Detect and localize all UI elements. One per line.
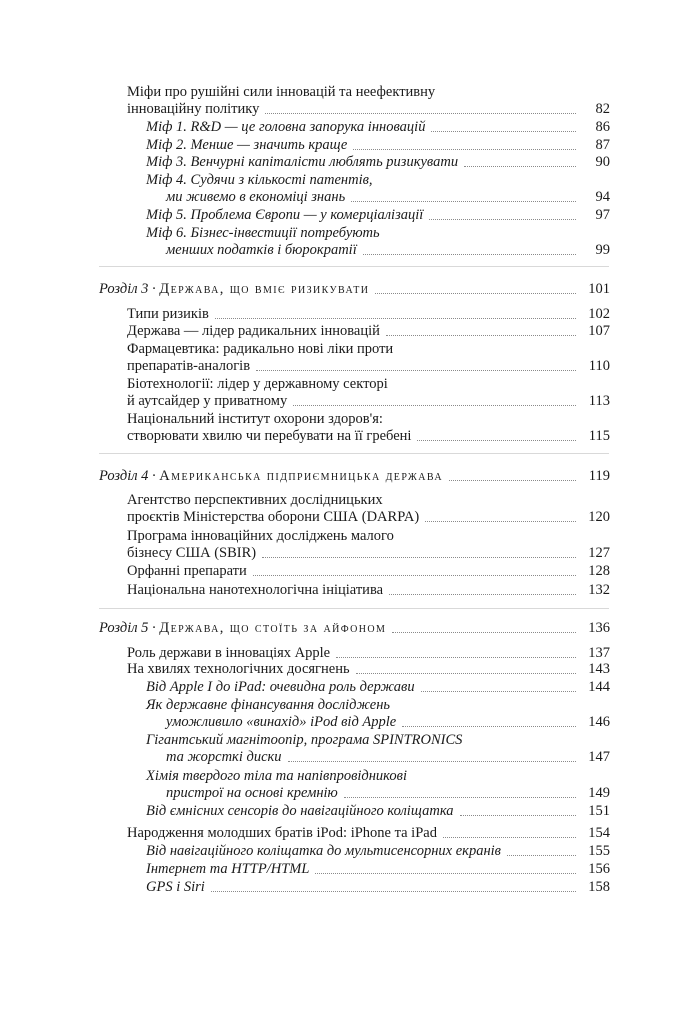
dot-leader (265, 113, 576, 114)
page-number: 110 (588, 358, 610, 374)
page-number: 87 (595, 137, 610, 153)
toc-subsection-entry[interactable] (146, 679, 610, 696)
page-number: 120 (588, 509, 610, 525)
entry-last-line (127, 393, 610, 410)
toc-subsection-entry[interactable] (146, 803, 610, 820)
entry-title-line: Міф 4. Судячи з кількості патентів, (146, 172, 373, 188)
dot-leader (344, 797, 576, 798)
entry-title: Міф 3. Венчурні капіталісти люблять ризикувати (146, 154, 459, 170)
entry-title: Від ємнісних сенсорів до навігаційного коліщатка (146, 803, 454, 819)
page-number: 137 (588, 645, 610, 661)
entry-title: Міф 2. Менше — значить краще (146, 137, 348, 153)
entry-title: Від навігаційного коліщатка до мультисенсорних екранів (146, 843, 501, 859)
entry-title: Типи ризиків (127, 306, 209, 322)
page-number: 158 (588, 879, 610, 895)
entry-title: Народження молодших братів iPod: iPhone та iPad (127, 825, 437, 841)
chapter-title (99, 468, 443, 485)
page-number: 128 (588, 563, 610, 579)
entry-title: Міф 1. R&D — це головна запорука інновацій (146, 119, 426, 135)
chapter-name: Держава, що вміє ризикувати (159, 281, 370, 297)
page-number: 144 (588, 679, 610, 695)
dot-leader (389, 594, 576, 595)
page-number: 155 (588, 843, 610, 859)
entry-title-continuation: проєктів Міністерства оборони США (DARPA) (127, 509, 420, 525)
dot-leader (256, 370, 576, 371)
toc-chapter-entry[interactable] (99, 620, 610, 637)
toc-subsection-entry[interactable] (146, 172, 610, 206)
entry-title-line: Біотехнології: лідер у державному секторі (127, 376, 388, 392)
dot-leader (421, 691, 576, 692)
entry-title-line: Міф 6. Бізнес-інвестиції потребують (146, 225, 380, 241)
entry-title: На хвилях технологічних досягнень (127, 661, 350, 677)
entry-title: Держава — лідер радикальних інновацій (127, 323, 380, 339)
page-number: 119 (588, 468, 610, 484)
page-number: 132 (588, 582, 610, 598)
page-number: 107 (588, 323, 610, 339)
dot-leader (262, 557, 576, 558)
dot-leader (507, 855, 576, 856)
toc-subsection-entry[interactable] (146, 225, 610, 259)
entry-title: Міф 5. Проблема Європи — у комерціалізації (146, 207, 424, 223)
entry-title-continuation: бізнесу США (SBIR) (127, 545, 257, 561)
dot-leader (253, 575, 576, 576)
entry-title-continuation: ми живемо в економіці знань (166, 189, 346, 205)
entry-last-line (146, 785, 610, 802)
chapter-title (99, 620, 386, 637)
toc-section-entry[interactable] (127, 528, 610, 562)
page-number: 86 (595, 119, 610, 135)
toc-subsection-entry[interactable] (146, 119, 610, 136)
entry-title-line: Агентство перспективних дослідницьких (127, 492, 383, 508)
entry-last-line (127, 545, 610, 562)
page-number: 99 (595, 242, 610, 258)
entry-title-line: Міфи про рушійні сили інновацій та неефективну (127, 84, 436, 100)
page-number: 136 (588, 620, 610, 636)
dot-leader (363, 254, 576, 255)
entry-title-line: Національний інститут охорони здоров'я: (127, 411, 383, 427)
dot-leader (386, 335, 576, 336)
entry-title-continuation: й аутсайдер у приватному (127, 393, 288, 409)
entry-title-continuation: пристрої на основі кремнію (166, 785, 338, 801)
page-number: 156 (588, 861, 610, 877)
dot-leader (429, 219, 576, 220)
toc-section-entry[interactable] (127, 563, 610, 580)
entry-title-line: Програма інноваційних досліджень малого (127, 528, 394, 544)
page-number: 113 (588, 393, 610, 409)
toc-section-entry[interactable] (127, 306, 610, 323)
toc-subsection-entry[interactable] (146, 154, 610, 171)
entry-title: Національна нанотехнологічна ініціатива (127, 582, 384, 598)
entry-last-line (146, 749, 610, 766)
dot-leader (336, 657, 576, 658)
entry-title: Від Apple I до iPad: очевидна роль держави (146, 679, 415, 695)
dot-leader (449, 480, 576, 481)
dot-leader (417, 440, 576, 441)
chapter-divider (99, 608, 609, 609)
entry-title: Роль держави в інноваціях Apple (127, 645, 331, 661)
entry-last-line (146, 714, 610, 731)
page-number: 143 (588, 661, 610, 677)
toc-subsection-entry[interactable] (146, 697, 610, 731)
toc-section-entry[interactable] (127, 323, 610, 340)
toc-section-entry[interactable] (127, 492, 610, 526)
dot-leader (211, 891, 576, 892)
toc-section-entry[interactable] (127, 84, 610, 118)
entry-title-continuation: препаратів-аналогів (127, 358, 251, 374)
entry-last-line (127, 101, 610, 118)
page-number: 127 (588, 545, 610, 561)
toc-section-entry[interactable] (127, 341, 610, 375)
entry-title-line: Хімія твердого тіла та напівпровідникові (146, 768, 407, 784)
dot-leader (215, 318, 576, 319)
page-number: 154 (588, 825, 610, 841)
toc-section-entry[interactable] (127, 582, 610, 599)
dot-leader (402, 726, 576, 727)
page-number: 94 (595, 189, 610, 205)
entry-title-continuation: менших податків і бюрократії (166, 242, 357, 258)
toc-subsection-entry[interactable] (146, 843, 610, 860)
entry-title: GPS і Siri (146, 879, 205, 895)
chapter-divider (99, 266, 609, 267)
entry-title-continuation: уможливило «винахід» iPod від Apple (166, 714, 397, 730)
dot-leader (443, 837, 576, 838)
toc-section-entry[interactable] (127, 825, 610, 842)
dot-leader (375, 293, 576, 294)
entry-title-continuation: створювати хвилю чи перебувати на її гребені (127, 428, 412, 444)
entry-title-line: Фармацевтика: радикально нові ліки проти (127, 341, 394, 357)
chapter-title (99, 281, 369, 298)
entry-title-line: Як державне фінансування досліджень (146, 697, 391, 713)
dot-leader (356, 673, 576, 674)
page-number: 102 (588, 306, 610, 322)
dot-leader (460, 815, 576, 816)
toc-section-entry[interactable] (127, 376, 610, 410)
entry-last-line (127, 428, 610, 445)
page-number: 147 (588, 749, 610, 765)
page-number: 101 (588, 281, 610, 297)
entry-title: Орфанні препарати (127, 563, 247, 579)
toc-section-entry[interactable] (127, 645, 610, 662)
dot-leader (315, 873, 576, 874)
chapter-label: Розділ 5 · (99, 620, 156, 636)
dot-leader (392, 632, 576, 633)
page-number: 146 (588, 714, 610, 730)
toc-subsection-entry[interactable] (146, 732, 610, 766)
page-number: 90 (595, 154, 610, 170)
dot-leader (425, 521, 576, 522)
chapter-label: Розділ 3 · (99, 281, 156, 297)
chapter-name: Американська підприємницька держава (159, 468, 443, 484)
page-number: 82 (595, 101, 610, 117)
entry-title: Інтернет та HTTP/HTML (146, 861, 310, 877)
page-number: 115 (588, 428, 610, 444)
entry-last-line (146, 242, 610, 259)
entry-last-line (127, 509, 610, 526)
dot-leader (353, 149, 576, 150)
entry-last-line (146, 189, 610, 206)
chapter-name: Держава, що стоїть за айфоном (159, 620, 387, 636)
toc-chapter-entry[interactable] (99, 468, 610, 485)
toc-subsection-entry[interactable] (146, 207, 610, 224)
page-number: 151 (588, 803, 610, 819)
entry-title-continuation: інноваційну політику (127, 101, 260, 117)
toc-subsection-entry[interactable] (146, 137, 610, 154)
chapter-label: Розділ 4 · (99, 468, 156, 484)
page-number: 149 (588, 785, 610, 801)
dot-leader (351, 201, 576, 202)
entry-title-continuation: та жорсткі диски (166, 749, 282, 765)
entry-title-line: Гігантський магнітоопір, програма SPINTRONICS (146, 732, 463, 748)
toc-subsection-entry[interactable] (146, 861, 610, 878)
toc-subsection-entry[interactable] (146, 768, 610, 802)
page-number: 97 (595, 207, 610, 223)
toc-subsection-entry[interactable] (146, 879, 610, 896)
toc-section-entry[interactable] (127, 661, 610, 678)
dot-leader (431, 131, 576, 132)
toc-chapter-entry[interactable] (99, 281, 610, 298)
dot-leader (464, 166, 576, 167)
dot-leader (288, 761, 576, 762)
toc-section-entry[interactable] (127, 411, 610, 445)
dot-leader (293, 405, 576, 406)
chapter-divider (99, 453, 609, 454)
entry-last-line (127, 358, 610, 375)
